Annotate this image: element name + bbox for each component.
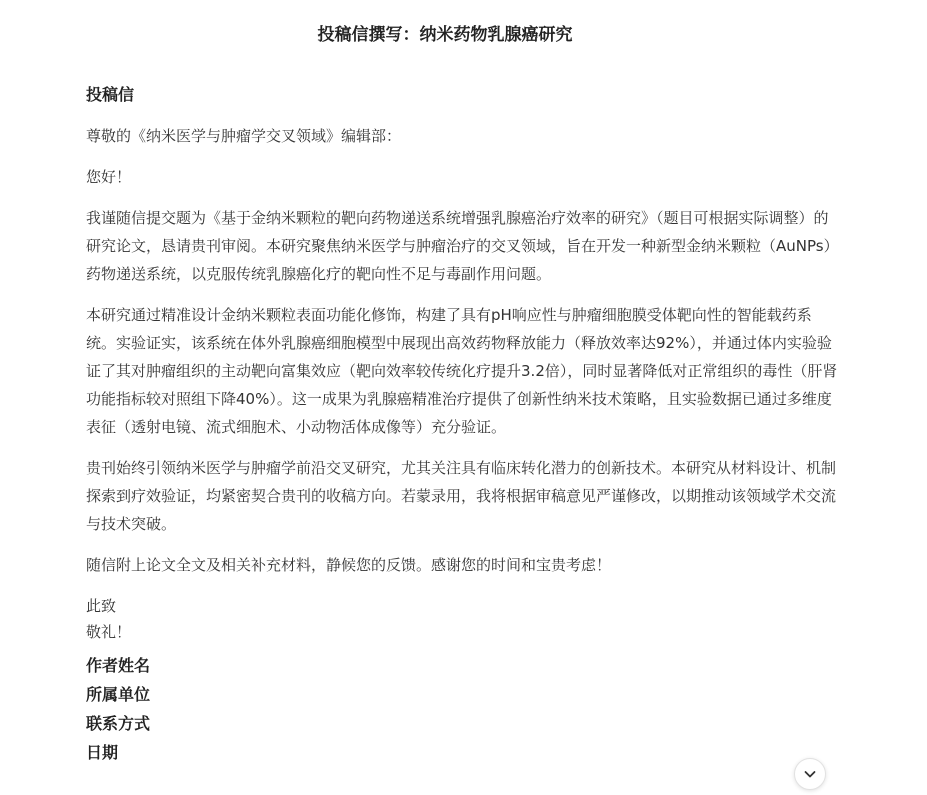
closing-line-2: 敬礼！ (86, 623, 132, 641)
signature-author-name: 作者姓名 (86, 656, 151, 675)
signature-block (86, 651, 841, 767)
signature-date: 日期 (86, 743, 119, 762)
page-title: 投稿信撰写：纳米药物乳腺癌研究 (317, 25, 573, 45)
letter-body (86, 82, 841, 767)
paragraph-fit: 贵刊始终引领纳米医学与肿瘤学前沿交叉研究，尤其关注具有临床转化潜力的创新技术。本研究从材料设计、机制探索到疗效验证，均紧密契合贵刊的收稿方向。若蒙录用，我将根据审稿意见严谨修改，以期推动该领域学术交流与技术突破。 (86, 459, 837, 533)
greeting: 您好！ (86, 168, 132, 186)
paragraph-intro: 我谨随信提交题为《基于金纳米颗粒的靶向药物递送系统增强乳腺癌治疗效率的研究》（题目可根据实际调整）的研究论文，恳请贵刊审阅。本研究聚焦纳米医学与肿瘤治疗的交叉领域，旨在开发一种新型金纳米颗粒（AuNPs）药物递送系统，以克服传统乳腺癌化疗的靶向性不足与毒副作用问题。 (86, 209, 839, 283)
signature-affiliation: 所属单位 (86, 685, 151, 704)
salutation: 尊敬的《纳米医学与肿瘤学交叉领域》编辑部： (86, 127, 402, 145)
closing-block (86, 593, 841, 645)
letter-heading: 投稿信 (86, 85, 135, 104)
paragraph-methods: 本研究通过精准设计金纳米颗粒表面功能化修饰，构建了具有pH响应性与肿瘤细胞膜受体靶向性的智能载药系统。实验证实，该系统在体外乳腺癌细胞模型中展现出高效药物释放能力（释放效率达92%），并通过体内实验验证了其对肿瘤组织的主动靶向富集效应（靶向效率较传统化疗提升3.2倍），同时显著降低对正常组织的毒性（肝肾功能指标较对照组下降40%）。这一成果为乳腺癌精准治疗提供了创新性纳米技术策略，且实验数据已通过多维度表征（透射电镜、流式细胞术、小动物活体成像等）充分验证。 (86, 306, 838, 436)
signature-contact: 联系方式 (86, 714, 151, 733)
scroll-down-button[interactable] (794, 758, 826, 790)
closing-line-1: 此致 (86, 597, 117, 615)
paragraph-closing: 随信附上论文全文及相关补充材料，静候您的反馈。感谢您的时间和宝贵考虑！ (86, 556, 612, 574)
chevron-down-icon (802, 766, 818, 782)
